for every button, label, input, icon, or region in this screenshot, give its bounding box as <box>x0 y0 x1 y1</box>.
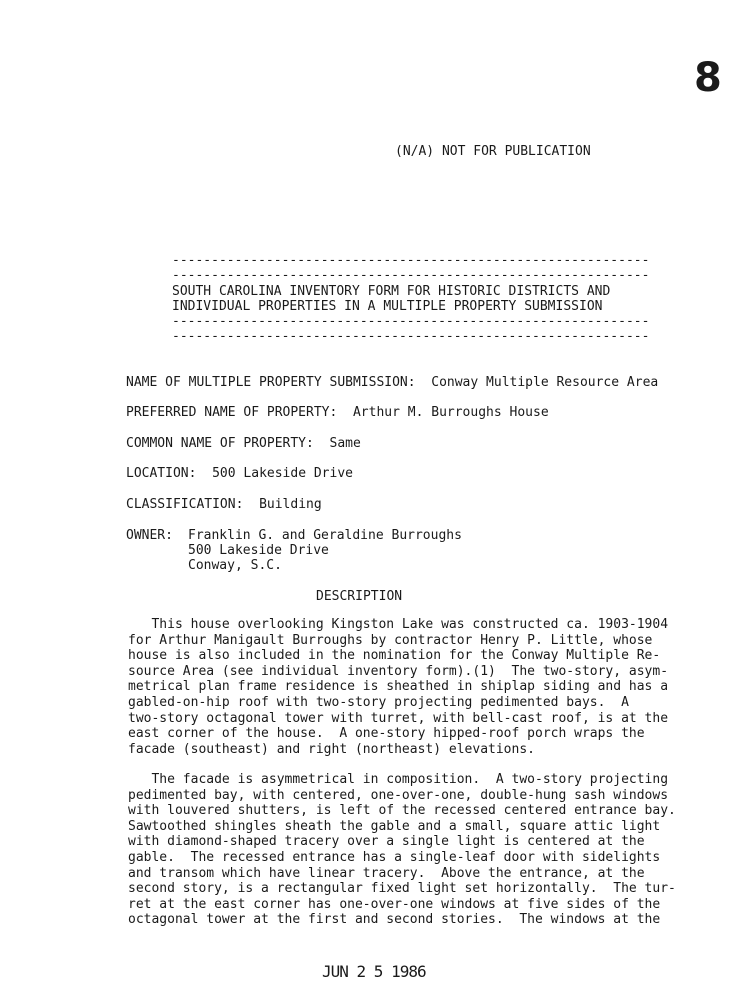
field-label: PREFERRED NAME OF PROPERTY: <box>126 405 338 420</box>
paragraph-line: and transom which have linear tracery. Above the entrance, at the <box>128 866 645 881</box>
paragraph-line: Sawtoothed shingles sheath the gable and a small, square attic light <box>128 819 661 834</box>
owner-name: Franklin G. and Geraldine Burroughs <box>188 528 462 543</box>
field-value: Conway Multiple Resource Area <box>431 375 659 390</box>
paragraph-line: octagonal tower at the first and second stories. The windows at the <box>128 912 661 927</box>
field-label: NAME OF MULTIPLE PROPERTY SUBMISSION: <box>126 375 416 390</box>
field-label: CLASSIFICATION: <box>126 497 244 512</box>
paragraph-line: for Arthur Manigault Burroughs by contractor Henry P. Little, whose <box>128 633 653 648</box>
field-preferred-name <box>126 405 549 420</box>
paragraph-line: gable. The recessed entrance has a single-leaf door with sidelights <box>128 850 661 865</box>
field-label: COMMON NAME OF PROPERTY: <box>126 436 314 451</box>
field-value: Arthur M. Burroughs House <box>352 405 549 420</box>
paragraph-line: east corner of the house. A one-story hipped-roof porch wraps the <box>128 726 645 741</box>
field-classification <box>126 497 322 512</box>
field-common-name <box>126 436 361 451</box>
form-title-line-2: INDIVIDUAL PROPERTIES IN A MULTIPLE PROPERTY SUBMISSION <box>172 299 603 314</box>
field-value: 500 Lakeside Drive <box>212 466 353 481</box>
form-title-line-1: SOUTH CAROLINA INVENTORY FORM FOR HISTORIC DISTRICTS AND <box>172 284 611 299</box>
owner-address: 500 Lakeside Drive <box>188 543 329 558</box>
paragraph-line: This house overlooking Kingston Lake was constructed ca. 1903-1904 <box>128 617 669 632</box>
paragraph-line: with diamond-shaped tracery over a single light is centered at the <box>128 834 645 849</box>
separator-line: ------------------------------------------------------------- <box>172 329 650 344</box>
separator-line: ------------------------------------------------------------- <box>172 314 650 329</box>
field-multiple-property-submission <box>126 375 658 390</box>
paragraph-line: source Area (see individual inventory form).(1) The two-story, asym- <box>128 664 669 679</box>
field-label: LOCATION: <box>126 466 197 481</box>
field-value: Same <box>329 436 361 451</box>
paragraph-line: house is also included in the nomination for the Conway Multiple Re- <box>128 648 661 663</box>
owner-city: Conway, S.C. <box>188 558 282 573</box>
field-value: Building <box>259 497 322 512</box>
paragraph-line: pedimented bay, with centered, one-over-one, double-hung sash windows <box>128 788 669 803</box>
paragraph-line: ret at the east corner has one-over-one windows at five sides of the <box>128 897 661 912</box>
page-number: 8 <box>694 55 722 101</box>
paragraph-line: metrical plan frame residence is sheathed in shiplap siding and has a <box>128 679 669 694</box>
received-date-stamp: JUN 2 5 1986 <box>322 962 426 981</box>
paragraph-line: with louvered shutters, is left of the recessed centered entrance bay. <box>128 803 676 818</box>
description-heading: DESCRIPTION <box>316 589 403 604</box>
paragraph-line: facade (southeast) and right (northeast) elevations. <box>128 742 535 757</box>
paragraph-line: gabled-on-hip roof with two-story projecting pedimented bays. A <box>128 695 629 710</box>
paragraph-line: two-story octagonal tower with turret, with bell-cast roof, is at the <box>128 711 669 726</box>
field-location <box>126 466 353 481</box>
separator-line: ------------------------------------------------------------- <box>172 268 650 283</box>
separator-line: ------------------------------------------------------------- <box>172 253 650 268</box>
owner-label: OWNER: <box>126 528 173 543</box>
paragraph-line: The facade is asymmetrical in composition. A two-story projecting <box>128 772 669 787</box>
publication-note: (N/A) NOT FOR PUBLICATION <box>395 144 591 159</box>
paragraph-line: second story, is a rectangular fixed light set horizontally. The tur- <box>128 881 676 896</box>
